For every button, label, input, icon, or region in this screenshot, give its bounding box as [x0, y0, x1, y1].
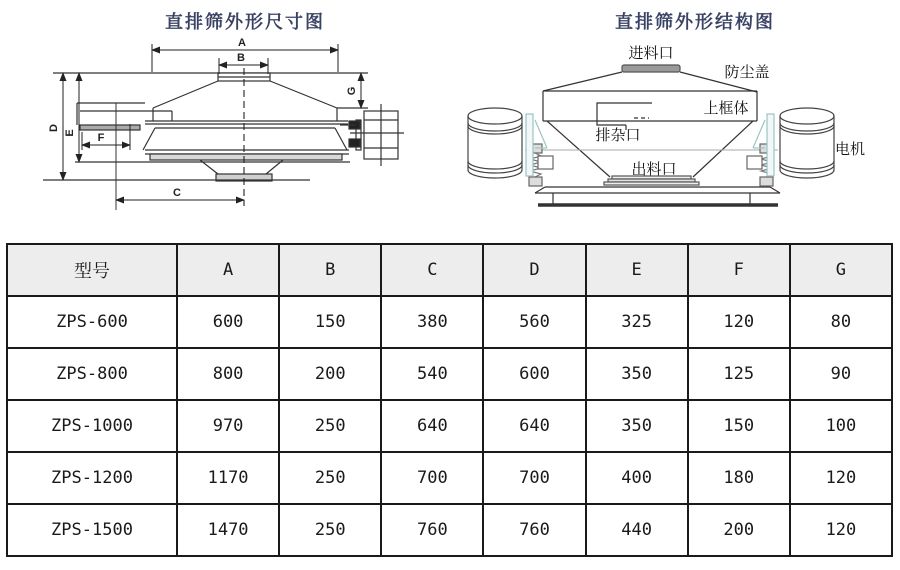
- spec-col-header: G: [790, 244, 892, 296]
- spec-cell: 600: [177, 296, 279, 348]
- spec-cell: 560: [483, 296, 585, 348]
- spec-cell: 325: [586, 296, 688, 348]
- table-row: [7, 504, 892, 556]
- spec-cell: 150: [279, 296, 381, 348]
- spec-cell: 200: [279, 348, 381, 400]
- model-cell: ZPS-800: [7, 348, 177, 400]
- dimension-diagram: [0, 28, 450, 230]
- structure-body: [525, 65, 780, 205]
- spec-cell: 350: [586, 348, 688, 400]
- dimension-diagram-title: 直排筛外形尺寸图: [165, 12, 325, 32]
- structure-diagram: [450, 28, 900, 230]
- table-row: [7, 296, 892, 348]
- model-cell: ZPS-1200: [7, 452, 177, 504]
- spec-cell: 250: [279, 504, 381, 556]
- spec-col-header: F: [688, 244, 790, 296]
- dim-label-c: C: [173, 187, 181, 199]
- dim-label-b: B: [237, 52, 245, 64]
- spec-col-header: D: [483, 244, 585, 296]
- spec-cell: 250: [279, 452, 381, 504]
- spec-col-header: C: [381, 244, 483, 296]
- spec-header-row: [7, 244, 892, 296]
- spec-cell: 380: [381, 296, 483, 348]
- spec-cell: 100: [790, 400, 892, 452]
- spec-cell: 200: [688, 504, 790, 556]
- spec-cell: 80: [790, 296, 892, 348]
- spec-cell: 125: [688, 348, 790, 400]
- spec-cell: 1170: [177, 452, 279, 504]
- label-upper-frame: 上框体: [703, 101, 749, 117]
- motor-right: [747, 108, 834, 178]
- model-cell: ZPS-600: [7, 296, 177, 348]
- spec-table-body: [7, 296, 892, 556]
- dim-label-f: F: [97, 132, 105, 144]
- spec-cell: 700: [381, 452, 483, 504]
- label-discharge-outlet: 出料口: [631, 162, 677, 178]
- spec-cell: 250: [279, 400, 381, 452]
- dim-label-d: D: [48, 124, 60, 132]
- spec-cell: 120: [790, 504, 892, 556]
- table-row: [7, 348, 892, 400]
- table-row: [7, 452, 892, 504]
- side-motor: [340, 104, 404, 166]
- spec-cell: 640: [381, 400, 483, 452]
- spec-cell: 400: [586, 452, 688, 504]
- label-feed-inlet: 进料口: [628, 46, 674, 62]
- spec-cell: 440: [586, 504, 688, 556]
- spec-cell: 800: [177, 348, 279, 400]
- spec-cell: 90: [790, 348, 892, 400]
- spec-cell: 120: [790, 452, 892, 504]
- model-cell: ZPS-1000: [7, 400, 177, 452]
- label-dust-cover: 防尘盖: [724, 65, 770, 81]
- spec-cell: 120: [688, 296, 790, 348]
- spec-cell: 700: [483, 452, 585, 504]
- table-row: [7, 400, 892, 452]
- dim-label-a: A: [238, 37, 246, 49]
- spec-cell: 350: [586, 400, 688, 452]
- spec-table-head: [7, 244, 892, 296]
- dimension-lines: [63, 44, 361, 200]
- spec-cell: 640: [483, 400, 585, 452]
- spec-cell: 600: [483, 348, 585, 400]
- spec-col-header: 型号: [7, 244, 177, 296]
- spec-cell: 970: [177, 400, 279, 452]
- spec-col-header: E: [586, 244, 688, 296]
- spec-cell: 540: [381, 348, 483, 400]
- spec-col-header: B: [279, 244, 381, 296]
- spec-cell: 150: [688, 400, 790, 452]
- dim-label-e: E: [64, 129, 76, 137]
- spec-col-header: A: [177, 244, 279, 296]
- dim-label-g: G: [346, 86, 358, 96]
- spec-table: [6, 243, 893, 557]
- model-cell: ZPS-1500: [7, 504, 177, 556]
- spec-cell: 1470: [177, 504, 279, 556]
- spec-cell: 760: [483, 504, 585, 556]
- spec-cell: 180: [688, 452, 790, 504]
- spec-cell: 760: [381, 504, 483, 556]
- structure-diagram-title: 直排筛外形结构图: [615, 12, 775, 32]
- sieve-outline: [43, 73, 368, 181]
- motor-left: [468, 108, 553, 178]
- label-impurity-outlet: 排杂口: [595, 128, 641, 144]
- label-motor: 电机: [834, 142, 866, 158]
